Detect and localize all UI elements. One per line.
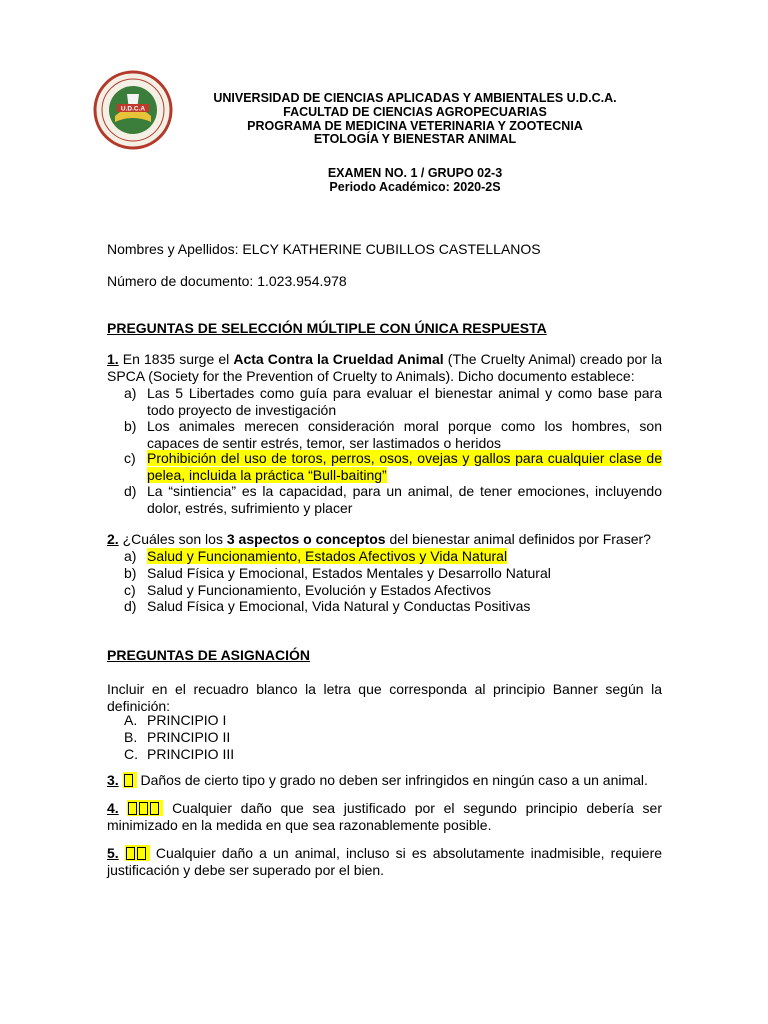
question-2-pre: ¿Cuáles son los — [118, 531, 227, 547]
section-multiple-choice-title: PREGUNTAS DE SELECCIÓN MÚLTIPLE CON ÚNICA RESPUESTA — [107, 320, 547, 336]
item-4-answer-boxes[interactable] — [127, 800, 163, 816]
answer-box[interactable] — [150, 802, 159, 815]
option-letter: b) — [124, 565, 137, 581]
q2-option-a-selected — [124, 548, 662, 565]
q2-option-c — [124, 582, 662, 599]
answer-box[interactable] — [128, 802, 137, 815]
student-name: Nombres y Apellidos: ELCY KATHERINE CUBILLOS CASTELLANOS — [107, 241, 541, 257]
principle-text: PRINCIPIO I — [147, 712, 227, 728]
item-5-number: 5. — [107, 845, 119, 861]
principle-letter: A. — [124, 712, 138, 728]
q2-option-d — [124, 598, 662, 615]
question-1-bold: Acta Contra la Crueldad Animal — [233, 351, 444, 367]
principle-text: PRINCIPIO II — [147, 729, 231, 745]
option-text-highlighted: Salud y Funcionamiento, Estados Afectivos y Vida Natural — [147, 548, 508, 564]
assignment-item-4 — [107, 800, 662, 833]
option-text: Salud y Funcionamiento, Evolución y Estados Afectivos — [147, 582, 491, 598]
answer-box[interactable] — [139, 802, 148, 815]
option-letter: a) — [124, 385, 137, 401]
option-letter: c) — [124, 582, 136, 598]
answer-box[interactable] — [124, 774, 133, 787]
option-text: Salud Física y Emocional, Estados Mentales y Desarrollo Natural — [147, 565, 551, 581]
q1-option-a — [124, 385, 662, 418]
section-assignment-title: PREGUNTAS DE ASIGNACIÓN — [107, 647, 311, 663]
question-2 — [107, 531, 662, 548]
assignment-item-3 — [107, 772, 662, 789]
principle-c — [124, 746, 662, 763]
item-5-text: Cualquier daño a un animal, incluso si es absolutamente inadmisible, requiere justificación y debe ser superado por el bien. — [107, 845, 663, 878]
header-course: ETOLOGÍA Y BIENESTAR ANIMAL — [313, 132, 517, 147]
assignment-instructions: Incluir en el recuadro blanco la letra que corresponda al principio Banner según la definición: — [107, 681, 662, 714]
option-text-highlighted: Prohibición del uso de toros, perros, osos, ovejas y gallos para cualquier clase de pelea, incluida la práctica “Bull-baiting” — [147, 450, 662, 483]
question-1 — [107, 351, 662, 384]
logo-text: U.D.C.A — [120, 105, 146, 113]
assignment-item-5 — [107, 845, 662, 878]
item-5-answer-boxes[interactable] — [125, 845, 150, 861]
item-4-number: 4. — [107, 800, 119, 816]
option-letter: c) — [124, 450, 136, 466]
q2-option-b — [124, 565, 662, 582]
option-letter: a) — [124, 548, 137, 564]
student-document: Número de documento: 1.023.954.978 — [107, 273, 347, 289]
exam-heading — [200, 167, 630, 195]
option-text: Las 5 Libertades como guía para evaluar el bienestar animal y como base para todo proyecto de investigación — [147, 385, 662, 418]
header-program: PROGRAMA DE MEDICINA VETERINARIA Y ZOOTECNIA — [247, 118, 583, 133]
principle-letter: B. — [124, 729, 138, 745]
answer-box[interactable] — [126, 847, 135, 860]
header-university: UNIVERSIDAD DE CIENCIAS APLICADAS Y AMBIENTALES U.D.C.A. — [213, 91, 617, 105]
exam-title: EXAMEN NO. 1 / GRUPO 02-3 — [327, 166, 503, 180]
option-letter: b) — [124, 418, 137, 434]
header-faculty: FACULTAD DE CIENCIAS AGROPECUARIAS — [283, 104, 547, 119]
document-header — [200, 92, 630, 147]
principle-letter: C. — [124, 746, 138, 762]
option-letter: d) — [124, 483, 137, 499]
item-3-answer-boxes[interactable] — [123, 772, 137, 788]
option-letter: d) — [124, 598, 137, 614]
item-3-number: 3. — [107, 772, 119, 788]
item-4-text: Cualquier daño que sea justificado por el segundo principio debería ser minimizado en la medida en que sea razonablemente posible. — [107, 800, 663, 833]
principle-text: PRINCIPIO III — [147, 746, 235, 762]
question-1-number: 1. — [107, 351, 119, 367]
question-1-pre: En 1835 surge el — [118, 351, 234, 367]
option-text: Los animales merecen consideración moral porque como los hombres, son capaces de sentir estrés, temor, ser lastimados o heridos — [147, 418, 662, 451]
q1-option-b — [124, 418, 662, 451]
question-2-post: del bienestar animal definidos por Fraser? — [385, 531, 651, 547]
question-2-number: 2. — [107, 531, 119, 547]
q1-option-c-selected — [124, 450, 662, 483]
university-logo — [93, 70, 173, 150]
option-text: La “sintiencia” es la capacidad, para un animal, de tener emociones, incluyendo dolor, estrés, sufrimiento y placer — [147, 483, 662, 516]
item-3-text: Daños de cierto tipo y grado no deben ser infringidos en ningún caso a un animal. — [140, 772, 648, 788]
question-2-bold: 3 aspectos o conceptos — [226, 531, 386, 547]
question-1-post: (The Cruelty Animal) creado por la SPCA (Society for the Prevention of Cruelty to Animals). Dicho documento establece: — [107, 351, 662, 384]
principle-a — [124, 712, 662, 729]
option-text: Salud Física y Emocional, Vida Natural y Conductas Positivas — [147, 598, 531, 614]
exam-period: Periodo Académico: 2020-2S — [329, 179, 501, 194]
principle-b — [124, 729, 662, 746]
udca-seal-icon — [93, 70, 173, 150]
answer-box[interactable] — [137, 847, 146, 860]
q1-option-d — [124, 483, 662, 516]
